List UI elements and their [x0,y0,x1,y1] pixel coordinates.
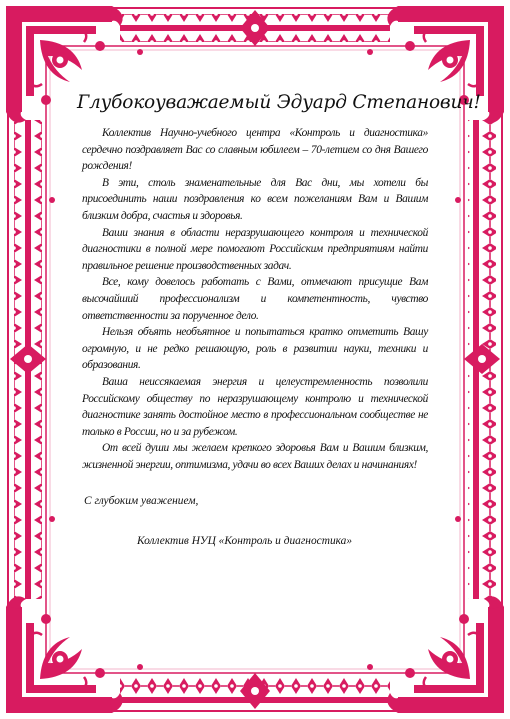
letter-paragraph: От всей души мы желаем крепкого здоровья Вам и Вашим близким, жизненной энергии, оптимизма, удачи во всех Ваших делах и начинаниях! [82,442,428,471]
letter-greeting: Глубокоуважаемый Эдуард Степанович! [77,92,481,113]
letter-paragraph: Все, кому довелось работать с Вами, отмечают присущие Вам высочайший профессионализм и компетентность, чувство ответственности за порученное дело. [82,276,428,322]
letter-signature: Коллектив НУЦ «Контроль и диагностика» [137,535,353,548]
letter-paragraph: Нельзя объять необъятное и попытаться кратко отметить Вашу огромную, и не редко решающую, роль в развитии науки, техники и образования. [82,326,428,372]
letter-content [77,92,481,548]
letter-paragraph: Ваши знания в области неразрушающего контроля и технической диагностики в полной мере помогают Российским предприятиям найти правильное решение производственных задач. [82,226,428,272]
letter-closing: С глубоким уважением, [84,495,199,508]
letter-paragraph: В эти, столь знаменательные для Вас дни, мы хотели бы присоединить наши поздравления ко всем пожеланиям Вам и Вашим близким добра, счастья и здоровья. [82,176,428,222]
letter-paragraph: Коллектив Научно-учебного центра «Контроль и диагностика» сердечно поздравляет Вас со славным юбилеем – 70-летием со дня Вашего рождения! [82,127,428,173]
letter-paragraph: Ваша неиссякаемая энергия и целеустремленность позволили Российскому обществу по неразрушающему контролю и технической диагностике занять достойное место в профессиональном сообществе не только в России, но и за рубежом. [82,375,428,438]
